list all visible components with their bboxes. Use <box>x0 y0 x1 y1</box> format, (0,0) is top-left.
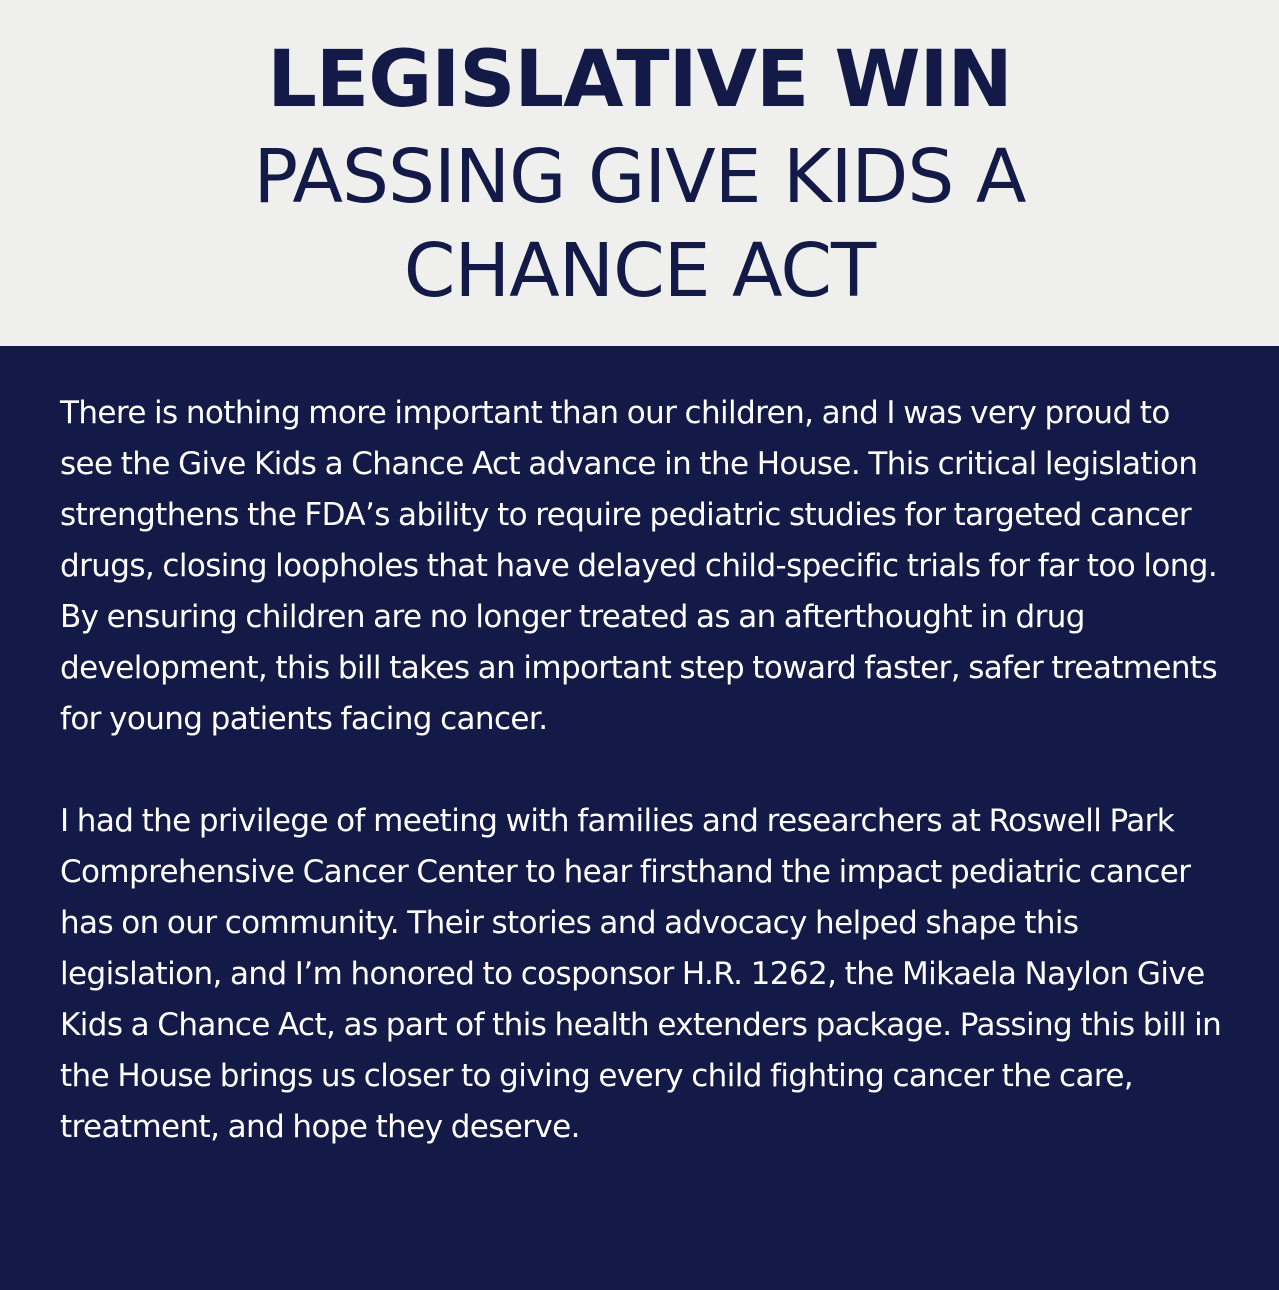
kicker-heading: LEGISLATIVE WIN <box>267 35 1012 125</box>
header-banner <box>0 0 1279 346</box>
paragraph-1: There is nothing more important than our children, and I was very proud to see the Give Kids a Chance Act advance in the House. This critical legislation strengthens the FDA’s ability to require pediatric studies for targeted cancer drugs, closing loopholes that have delayed child-specific trials for far too long. By ensuring children are no longer treated as an afterthought in drug development, this bill takes an important step toward faster, safer treatments for young patients facing cancer. <box>60 395 1218 737</box>
statement-body <box>60 388 1225 1204</box>
paragraph-2: I had the privilege of meeting with families and researchers at Roswell Park Comprehensive Cancer Center to hear firsthand the impact pediatric cancer has on our community. Their stories and advocacy helped shape this legislation, and I’m honored to cosponsor H.R. 1262, the Mikaela Naylon Give Kids a Chance Act, as part of this health extenders package. Passing this bill in the House brings us closer to giving every child fighting cancer the care, treatment, and hope they deserve. <box>60 803 1222 1145</box>
page-title: PASSING GIVE KIDS A CHANCE ACT <box>253 134 1026 314</box>
